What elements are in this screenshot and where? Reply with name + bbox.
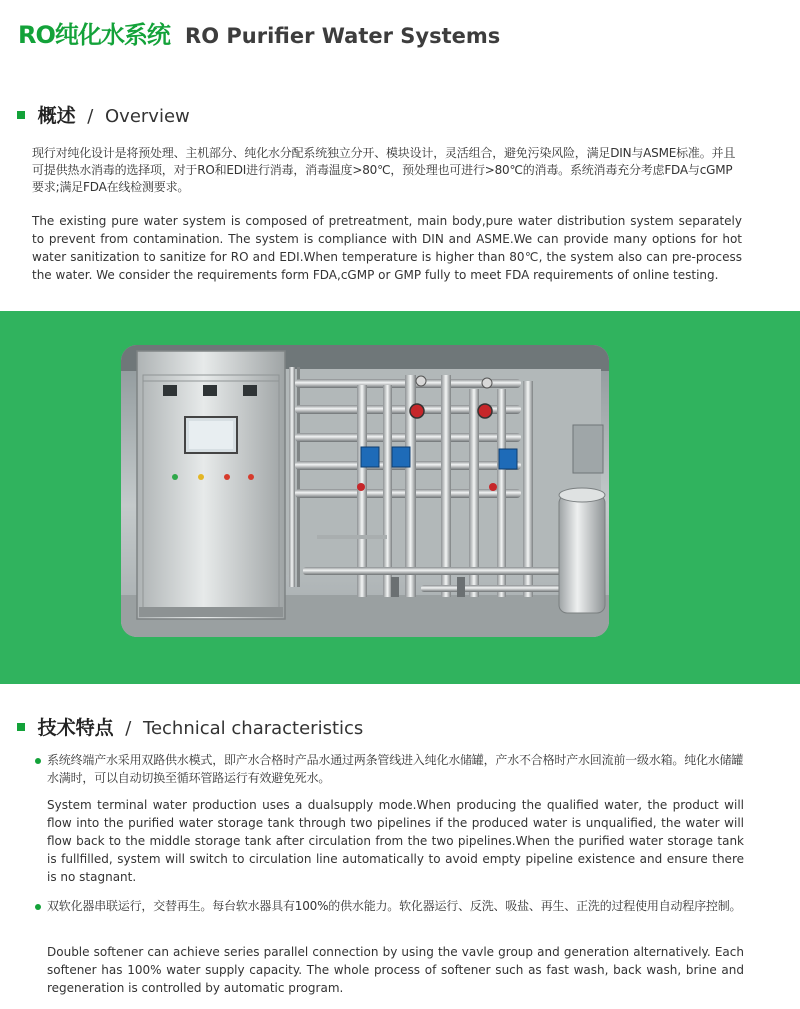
overview-heading — [17, 100, 190, 128]
green-square-bullet-icon — [17, 111, 25, 119]
overview-heading-english: Overview — [105, 106, 190, 127]
overview-paragraph-chinese: 现行对纯化设计是将预处理、主机部分、纯化水分配系统独立分开、模块设计，灵活组合，避免污染风险，满足DIN与ASME标准。并且可提供热水消毒的选择项，对于RO和EDI进行消毒，消毒温度>80℃，预处理也可进行>80℃的消毒。系统消毒充分考虑FDA与cGMP要求;满足FDA在线检测要求。 — [32, 146, 736, 194]
technical-item-chinese: 双软化器串联运行，交替再生。每台软水器具有100%的供水能力。软化器运行、反洗、吸盐、再生、正洗的过程使用自动程序控制。 — [47, 899, 742, 913]
green-square-bullet-icon — [17, 723, 25, 731]
technical-item-chinese: 系统终端产水采用双路供水模式，即产水合格时产品水通过两条管线进入纯化水储罐，产水不合格时产水回流前一级水箱。纯化水储罐水满时，可以自动切换至循环管路运行有效避免死水。 — [47, 753, 744, 785]
technical-item-english: Double softener can achieve series parallel connection by using the vavle group and generation alternatively. Each softener has 100% water supply capacity. The whole process of softener such as fast wash, back wash, brine and regeneration is controlled by automatic program. — [47, 945, 744, 995]
page-title-chinese: RO纯化水系统 — [18, 21, 170, 49]
green-dot-bullet-icon — [35, 758, 41, 764]
ro-equipment-illustration — [121, 345, 609, 637]
green-dot-bullet-icon — [35, 904, 41, 910]
ro-water-system-photo — [121, 345, 609, 637]
technical-heading-chinese: 技术特点 — [37, 717, 114, 739]
page-title-english: RO Purifier Water Systems — [185, 24, 501, 48]
technical-heading — [17, 712, 363, 740]
heading-separator: / — [87, 106, 94, 127]
technical-heading-english: Technical characteristics — [143, 718, 364, 739]
heading-separator: / — [125, 718, 132, 739]
page-title — [18, 13, 500, 51]
technical-item-english: System terminal water production uses a dualsupply mode.When producing the qualified water, the product will flow into the purified water storage tank through two pipelines if the produced water is unqualified, the water will flow back to the middle storage tank after circulation from the two pipelines.When the purified water storage tank is fullfilled, system will switch to circulation line automatically to avoid empty pipeline existence and ensure there is no stagnant. — [47, 798, 744, 884]
overview-paragraph-english: The existing pure water system is composed of pretreatment, main body,pure water distribution system separately to prevent from contamination. The system is compliance with DIN and ASME.We can provide many options for hot water sanitization to sanitize for RO and EDI.When temperature is higher than 80℃, the system also can pre-process the water. We consider the requirements form FDA,cGMP or GMP fully to meet FDA requirements of online testing. — [32, 214, 742, 282]
overview-heading-chinese: 概述 — [37, 105, 76, 127]
